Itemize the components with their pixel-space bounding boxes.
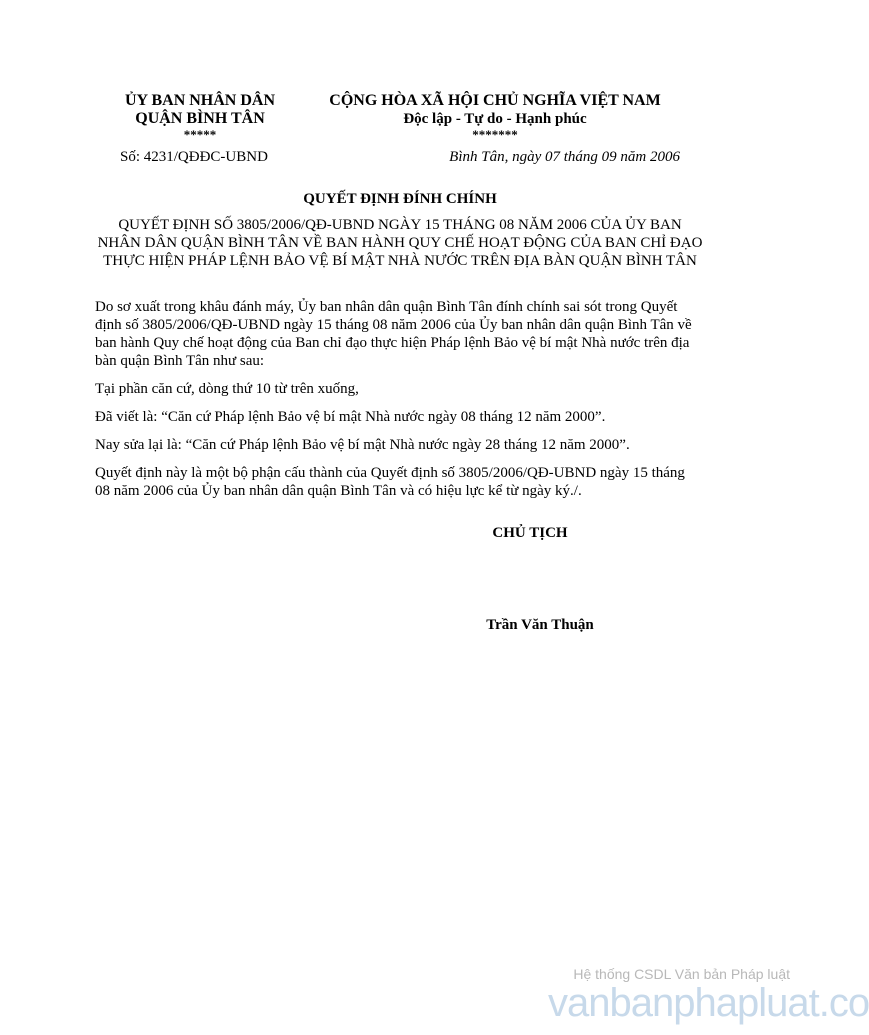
nation-name: CỘNG HÒA XÃ HỘI CHỦ NGHĨA VIỆT NAM <box>329 92 661 109</box>
issuer-block <box>95 92 305 141</box>
watermark-caption: Hệ thống CSDL Văn bản Pháp luật <box>573 966 790 982</box>
issuer-org-line1: ỦY BAN NHÂN DÂN <box>124 92 276 109</box>
signer-title: CHỦ TỊCH <box>492 525 568 541</box>
motto-stars: ******* <box>472 127 518 142</box>
document-title: QUYẾT ĐỊNH ĐÍNH CHÍNH <box>303 191 497 207</box>
document-subtitle: QUYẾT ĐỊNH SỐ 3805/2006/QĐ-UBND NGÀY 15 THÁNG 08 NĂM 2006 CỦA ỦY BAN NHÂN DÂN QUẬN BÌNH TÂN VỀ BAN HÀNH QUY CHẾ HOẠT ĐỘNG CỦA BAN CHỈ ĐẠO THỰC HIỆN PHÁP LỆNH BẢO VỆ BÍ MẬT NHÀ NƯỚC TRÊN ĐỊA BÀN QUẬN BÌNH TÂN <box>97 217 703 269</box>
body-paragraph-location: Tại phần căn cứ, dòng thứ 10 từ trên xuống, <box>95 381 359 397</box>
body-paragraph-effect: Quyết định này là một bộ phận cấu thành của Quyết định số 3805/2006/QĐ-UBND ngày 15 tháng 08 năm 2006 của Ủy ban nhân dân quận Bình Tân và có hiệu lực kể từ ngày ký./. <box>95 465 685 499</box>
signer-name: Trần Văn Thuận <box>486 617 594 633</box>
document-number: Số: 4231/QĐĐC-UBND <box>120 149 268 165</box>
body-paragraph-corrected: Nay sửa lại là: “Căn cứ Pháp lệnh Bảo vệ bí mật Nhà nước ngày 28 tháng 12 năm 2000”. <box>95 437 630 453</box>
national-motto: Độc lập - Tự do - Hạnh phúc <box>403 111 587 127</box>
watermark-site: vanbanphapluat.co <box>548 981 869 1025</box>
issuer-stars: ***** <box>183 127 217 142</box>
issuer-org-line2: QUẬN BÌNH TÂN <box>135 110 265 127</box>
place-and-date: Bình Tân, ngày 07 tháng 09 năm 2006 <box>449 149 680 165</box>
document-body <box>95 298 695 510</box>
national-header <box>300 92 690 141</box>
body-paragraph-intro: Do sơ xuất trong khâu đánh máy, Ủy ban nhân dân quận Bình Tân đính chính sai sót trong Quyết định số 3805/2006/QĐ-UBND ngày 15 tháng 08 năm 2006 của Ủy ban nhân dân quận Bình Tân về ban hành Quy chế hoạt động của Ban chỉ đạo thực hiện Pháp lệnh Bảo vệ bí mật Nhà nước trên địa bàn quận Bình Tân như sau: <box>95 299 692 369</box>
body-paragraph-original: Đã viết là: “Căn cứ Pháp lệnh Bảo vệ bí mật Nhà nước ngày 08 tháng 12 năm 2000”. <box>95 409 606 425</box>
